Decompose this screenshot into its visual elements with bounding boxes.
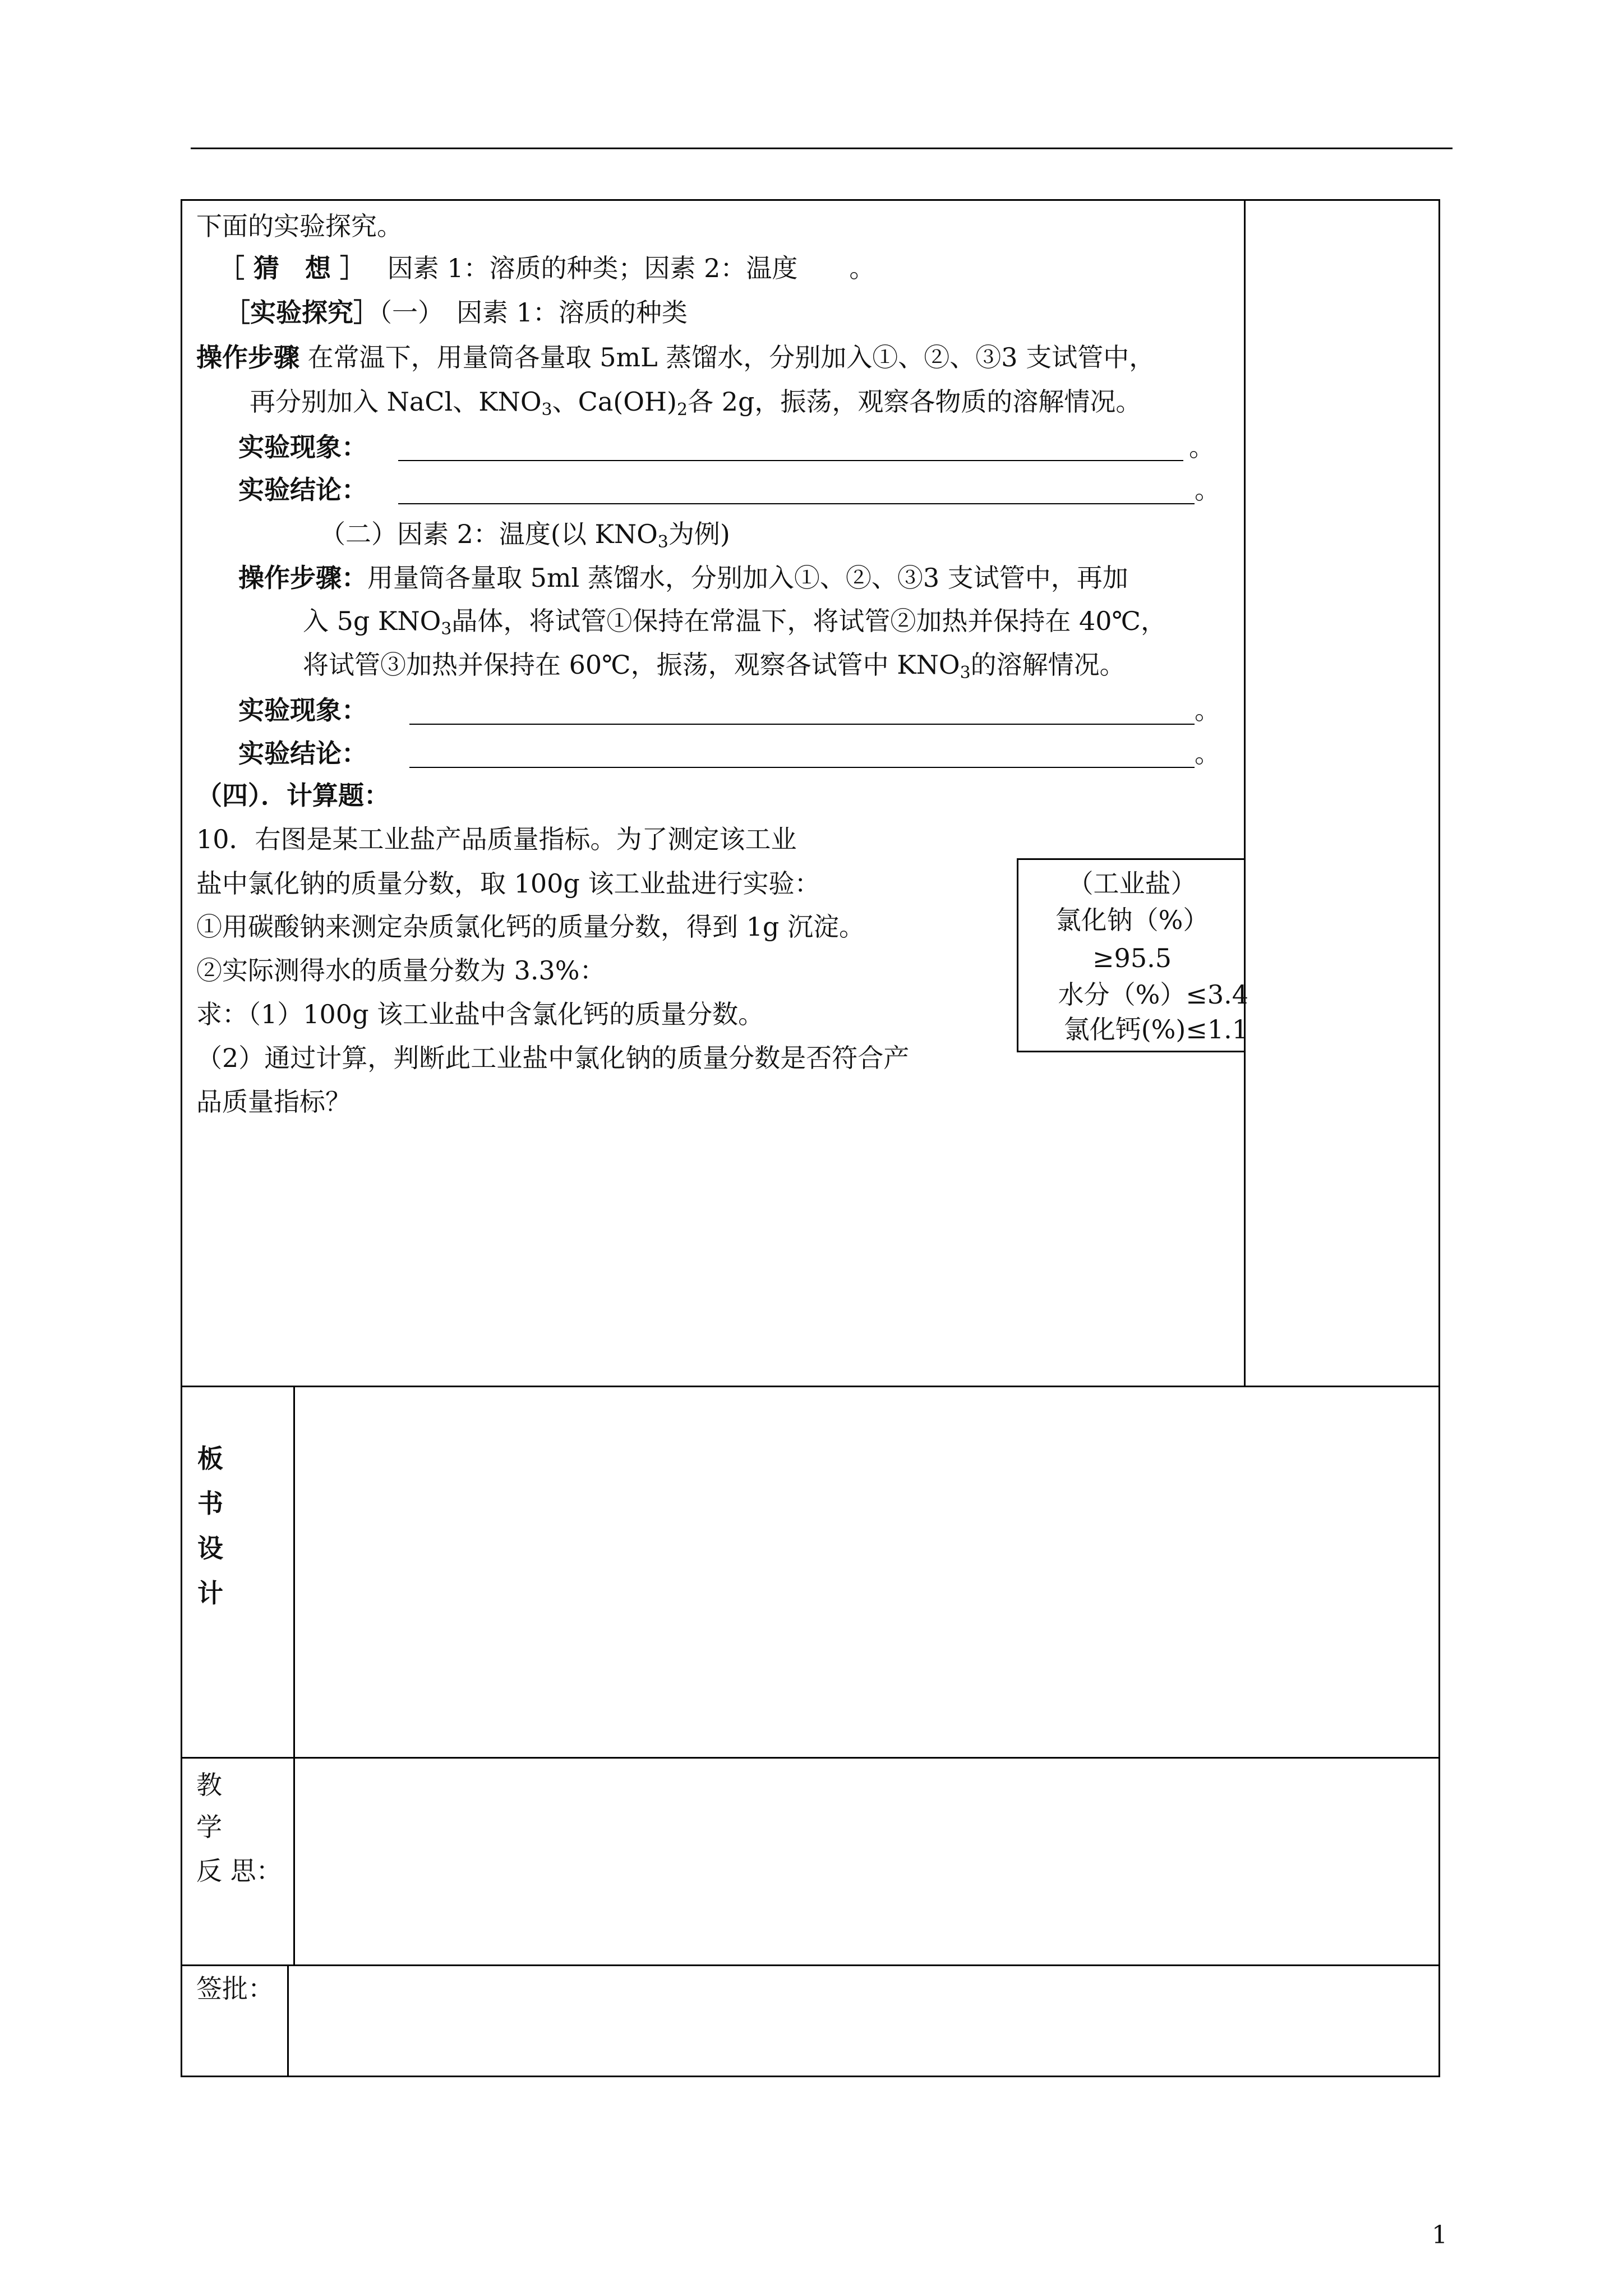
part2-step-text1: 用量筒各量取 5ml 蒸馏水，分别加入①、②、③3 支试管中，再加 xyxy=(367,563,1128,593)
subscript: 3 xyxy=(960,663,971,683)
q10-line6: （2）通过计算，判断此工业盐中氯化钠的质量分数是否符合产 xyxy=(196,1043,910,1073)
reflection-char-2: 学 xyxy=(196,1812,222,1842)
signoff-label: 签批： xyxy=(196,1973,274,2004)
q10-line5: 求：（1）100g 该工业盐中含氯化钙的质量分数。 xyxy=(196,999,764,1029)
part2-title-b: 为例) xyxy=(668,519,730,549)
table-bottom-border xyxy=(181,2076,1440,2077)
part1-step-text2b: 、Ca(OH) xyxy=(552,386,677,417)
end-mark: 。 xyxy=(1195,738,1220,769)
part2-step-text3a: 将试管③加热并保持在 60℃，振荡，观察各试管中 KNO xyxy=(303,650,960,680)
part2-step-text2a: 入 5g KNO xyxy=(303,606,441,636)
part1-step-label: 操作步骤 xyxy=(196,342,299,372)
spec-cacl2: 氯化钙(%)≤1.1 xyxy=(1063,1014,1248,1045)
page-number: 1 xyxy=(1432,2221,1447,2249)
spec-nacl-value: ≥95.5 xyxy=(1092,943,1172,973)
spec-title: （工业盐） xyxy=(1067,868,1197,899)
part2-title-a: （二）因素 2：温度(以 KNO xyxy=(320,519,658,549)
board-design-char-3: 设 xyxy=(197,1533,223,1563)
part1-phenomenon-label: 实验现象： xyxy=(238,432,367,462)
q10-line3: ①用碳酸钠来测定杂质氯化钙的质量分数，得到 1g 沉淀。 xyxy=(196,912,865,942)
table-right-border xyxy=(1438,199,1440,2077)
part1-step-line1 xyxy=(196,341,1155,374)
q10-line1: 10．右图是某工业盐产品质量指标。为了测定该工业 xyxy=(196,824,797,854)
q10-line7: 品质量指标？ xyxy=(196,1087,351,1117)
board-label-divider xyxy=(293,1386,295,1965)
q10-line4: ②实际测得水的质量分数为 3.3%： xyxy=(196,955,606,986)
board-design-char-2: 书 xyxy=(197,1488,223,1519)
board-design-char-4: 计 xyxy=(197,1578,223,1608)
explore-line xyxy=(224,296,688,329)
intro-text: 下面的实验探究。 xyxy=(196,211,403,241)
subscript: 3 xyxy=(657,532,668,552)
part2-step-text3b: 的溶解情况。 xyxy=(970,650,1126,680)
header-rule xyxy=(191,148,1453,149)
part2-title xyxy=(320,517,730,559)
row-divider-reflection xyxy=(181,1757,1440,1759)
part1-conclusion-blank[interactable] xyxy=(398,503,1195,504)
product-spec-box xyxy=(1017,858,1246,1052)
part2-step-line3 xyxy=(303,648,1126,690)
part2-step-line1 xyxy=(238,561,1128,595)
part2-phenomenon-blank[interactable] xyxy=(409,724,1195,725)
part2-step-label: 操作步骤： xyxy=(238,563,367,593)
part2-phenomenon-label: 实验现象： xyxy=(238,695,367,725)
spec-water: 水分（%）≤3.4 xyxy=(1058,979,1248,1010)
end-mark: 。 xyxy=(1195,695,1220,725)
section4-title: （四）．计算题： xyxy=(196,780,390,811)
row-divider-board xyxy=(181,1386,1440,1387)
part1-step-text2a: 再分别加入 NaCl、KNO xyxy=(250,386,542,417)
guess-label: ［ 猜 想 ］ xyxy=(219,253,366,283)
table-top-border xyxy=(181,199,1440,201)
table-left-border xyxy=(181,199,182,2077)
board-design-char-1: 板 xyxy=(197,1443,223,1474)
guess-text: 因素 1：溶质的种类；因素 2：温度 。 xyxy=(387,253,875,283)
notes-column-divider xyxy=(1244,199,1246,1386)
subscript: 3 xyxy=(541,400,552,420)
part2-step-line2 xyxy=(303,604,1166,646)
explore-label: ［实验探究］ xyxy=(224,297,379,328)
reflection-char-1: 教 xyxy=(196,1770,222,1800)
subscript: 3 xyxy=(441,619,452,639)
row-divider-signoff xyxy=(181,1964,1440,1966)
part1-phenomenon-blank[interactable] xyxy=(398,460,1183,461)
signoff-label-divider xyxy=(287,1964,289,2077)
part2-conclusion-label: 实验结论： xyxy=(238,738,367,769)
reflection-char-3: 反 思： xyxy=(196,1856,282,1886)
end-mark: 。 xyxy=(1195,475,1220,505)
part2-step-text2b: 晶体，将试管①保持在常温下，将试管②加热并保持在 40℃， xyxy=(451,606,1167,636)
part1-step-text: 在常温下，用量筒各量取 5mL 蒸馏水，分别加入①、②、③3 支试管中， xyxy=(307,342,1155,372)
subscript: 2 xyxy=(676,400,688,420)
part1-conclusion-label: 实验结论： xyxy=(238,475,367,505)
part1-step-text2c: 各 2g，振荡，观察各物质的溶解情况。 xyxy=(688,386,1142,417)
spec-nacl-label: 氯化钠（%） xyxy=(1055,905,1209,935)
end-mark: 。 xyxy=(1189,432,1215,462)
part2-conclusion-blank[interactable] xyxy=(409,767,1195,768)
part1-step-line2 xyxy=(250,385,1141,427)
guess-line xyxy=(219,251,875,285)
q10-line2: 盐中氯化钠的质量分数，取 100g 该工业盐进行实验： xyxy=(196,868,820,899)
explore-text: （一） 因素 1：溶质的种类 xyxy=(379,297,688,328)
